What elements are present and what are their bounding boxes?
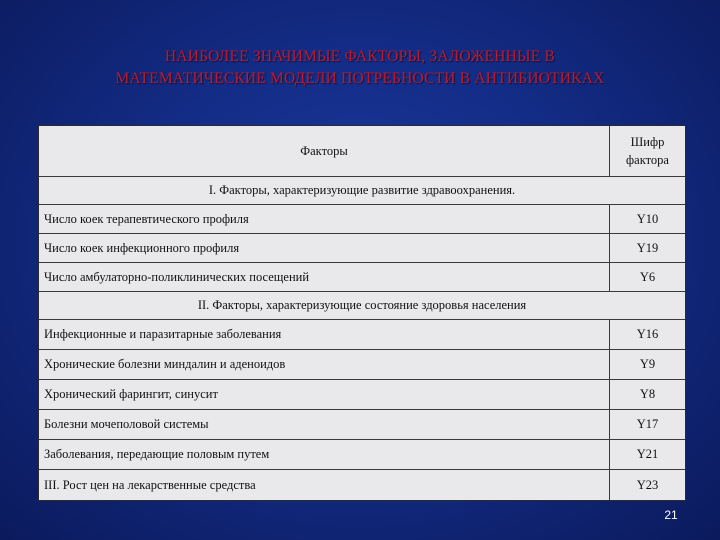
table-row: [39, 380, 685, 410]
code-cell: Y17: [609, 410, 685, 439]
factors-table: [38, 125, 686, 501]
code-cell: Y23: [609, 470, 685, 500]
factor-cell: Заболевания, передающие половым путем: [44, 447, 270, 461]
header-code-line-1: Шифр: [630, 135, 665, 149]
table-row: [39, 263, 685, 292]
slide-title-line-2: МАТЕМАТИЧЕСКИЕ МОДЕЛИ ПОТРЕБНОСТИ В АНТИБИОТИКАХ: [115, 70, 605, 87]
factor-cell: Число амбулаторно-поликлинических посещений: [44, 269, 310, 284]
code-cell: Y8: [609, 380, 685, 409]
code-cell: Y9: [609, 350, 685, 379]
factor-cell: Число коек инфекционного профиля: [44, 240, 240, 255]
header-factor-cell: Факторы: [300, 143, 348, 158]
section-row-1: I. Факторы, характеризующие развитие здравоохранения.: [39, 177, 685, 205]
slide-title: [20, 46, 700, 90]
factor-cell: III. Рост цен на лекарственные средства: [44, 477, 256, 492]
factor-cell: Число коек терапевтического профиля: [44, 211, 249, 226]
code-cell: Y21: [609, 440, 685, 469]
table-row: [39, 320, 685, 350]
table-row: [39, 470, 685, 500]
code-cell: Y6: [609, 263, 685, 291]
table-row: [39, 410, 685, 440]
factor-cell: Инфекционные и паразитарные заболевания: [44, 327, 282, 341]
table-row: [39, 440, 685, 470]
header-code-line-2: фактора: [626, 153, 669, 167]
table-header-row: [39, 126, 685, 177]
section-row-2: II. Факторы, характеризующие состояние здоровья населения: [39, 292, 685, 320]
table-row: [39, 205, 685, 234]
code-cell: Y19: [609, 234, 685, 262]
slide-title-line-1: НАИБОЛЕЕ ЗНАЧИМЫЕ ФАКТОРЫ, ЗАЛОЖЕННЫЕ В: [165, 48, 555, 65]
table-row: [39, 234, 685, 263]
code-cell: Y10: [609, 205, 685, 233]
code-cell: Y16: [609, 320, 685, 349]
header-code-cell: [609, 126, 685, 176]
table-row: [39, 350, 685, 380]
slide-number: 21: [664, 508, 678, 522]
factor-cell: Хронические болезни миндалин и аденоидов: [44, 357, 286, 371]
factor-cell: Хронический фарингит, синусит: [44, 387, 218, 401]
factor-cell: Болезни мочеполовой системы: [44, 417, 209, 431]
